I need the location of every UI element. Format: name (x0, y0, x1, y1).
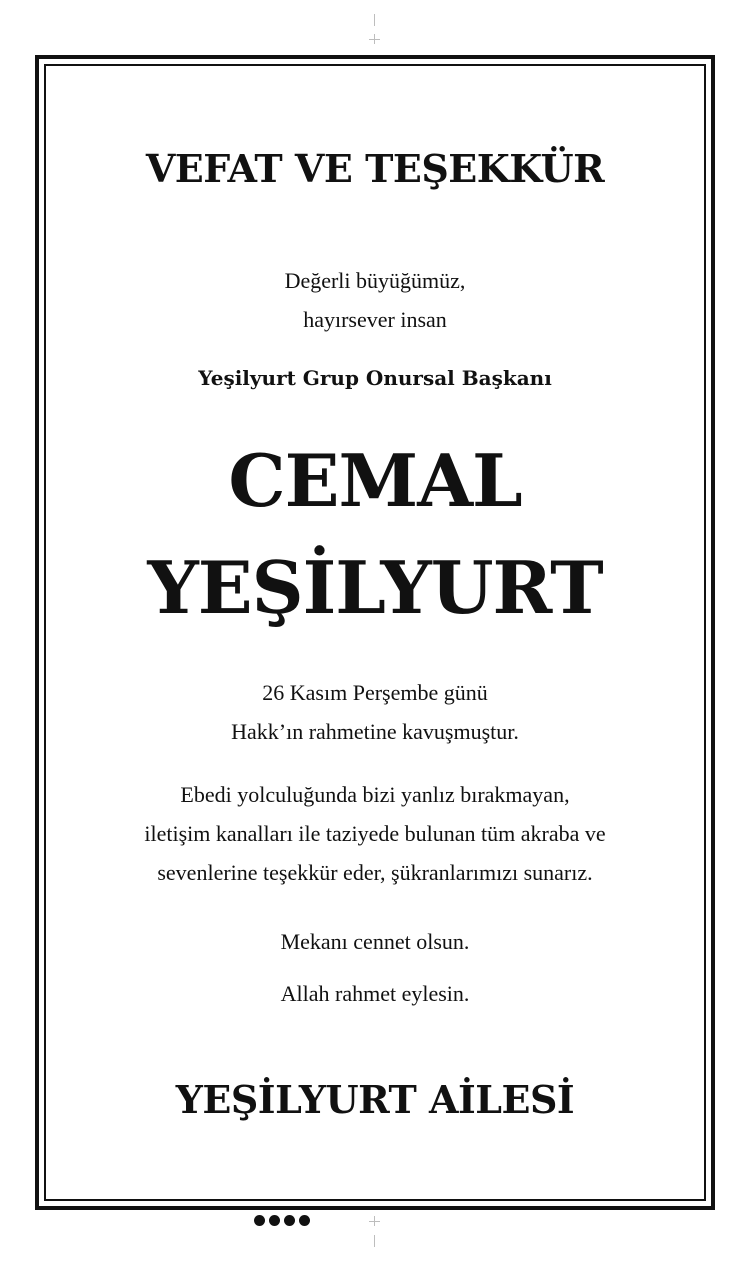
prayer-line-1: Mekanı cennet olsun. (280, 929, 470, 954)
bottom-dots (254, 1215, 310, 1226)
title-line: Yeşilyurt Grup Onursal Başkanı (198, 366, 552, 390)
crop-mark-top-cross-h (369, 39, 380, 40)
dot-icon (284, 1215, 295, 1226)
intro-line-1: Değerli büyüğümüz, (284, 268, 466, 293)
crop-mark-bottom-line (374, 1235, 375, 1247)
date-line-1: 26 Kasım Perşembe günü (262, 680, 488, 705)
thanks-line-1: Ebedi yolculuğunda bizi yanlız bırakmayan, (180, 782, 570, 807)
dot-icon (299, 1215, 310, 1226)
deceased-last-name: YEŞİLYURT (147, 545, 603, 630)
obituary-notice (50, 70, 700, 1195)
prayer-line-2: Allah rahmet eylesin. (280, 981, 470, 1006)
notice-heading: VEFAT VE TEŞEKKÜR (145, 146, 605, 191)
crop-mark-top-line (374, 14, 375, 26)
intro-line-2: hayırsever insan (303, 307, 447, 332)
deceased-first-name: CEMAL (228, 438, 522, 523)
thanks-line-2: iletişim kanalları ile taziyede bulunan tüm akraba ve (144, 821, 606, 846)
dot-icon (254, 1215, 265, 1226)
crop-mark-bottom-cross-h (369, 1221, 380, 1222)
thanks-line-3: sevenlerine teşekkür eder, şükranlarımızı sunarız. (157, 860, 593, 885)
family-signature: YEŞİLYURT AİLESİ (175, 1077, 575, 1122)
dot-icon (269, 1215, 280, 1226)
date-line-2: Hakk’ın rahmetine kavuşmuştur. (231, 719, 519, 744)
